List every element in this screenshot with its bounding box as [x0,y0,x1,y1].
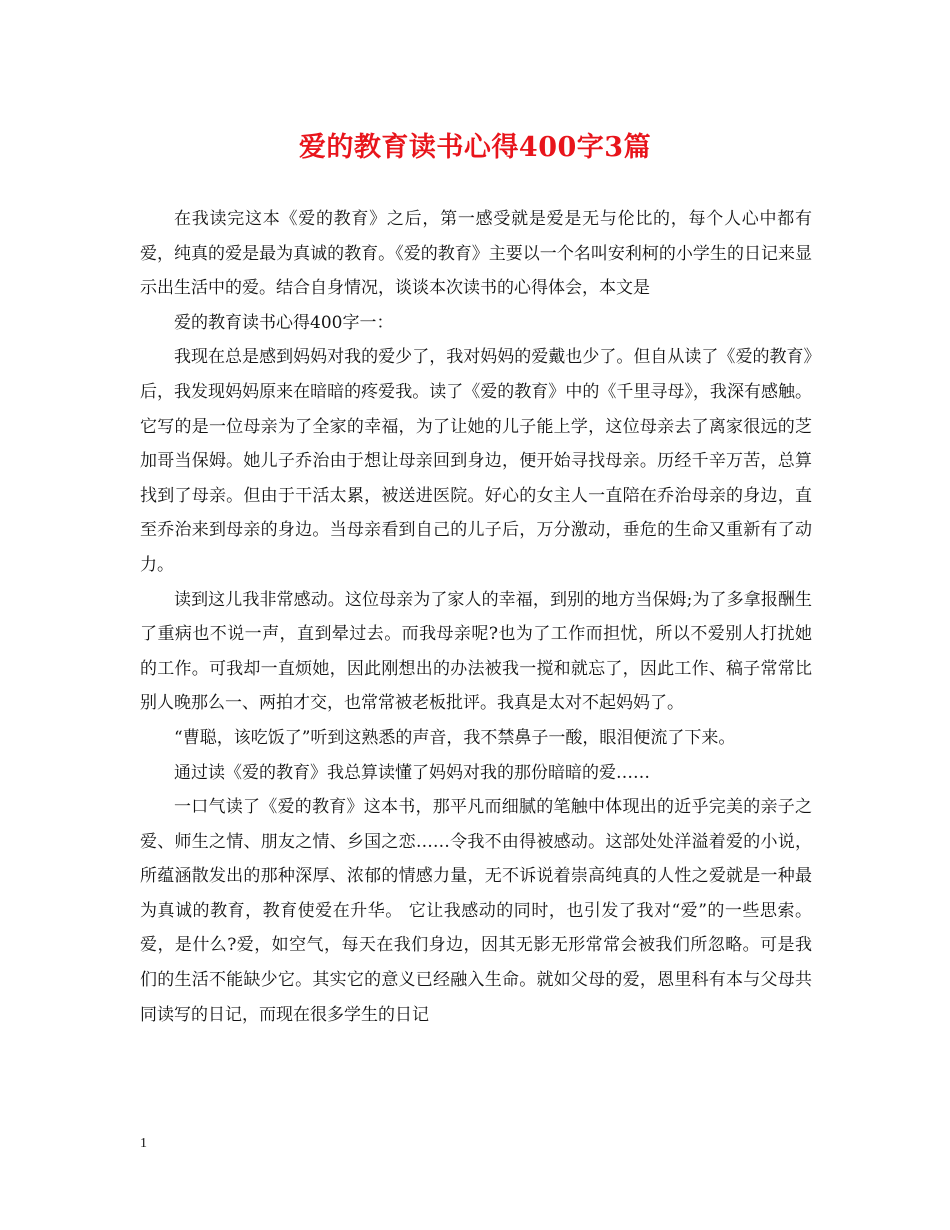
paragraph-reflection: 读到这儿我非常感动。这位母亲为了家人的幸福，到别的地方当保姆;为了多拿报酬生了重病也不说一声，直到晕过去。而我母亲呢?也为了工作而担忧，所以不爱别人打扰她的工作。可我却一直烦她，因此刚想出的办法被我一搅和就忘了，因此工作、稿子常常比别人晚那么一、两拍才交，也常常被老板批评。我真是太对不起妈妈了。 [140,589,812,714]
paragraph-conclusion: 通过读《爱的教育》我总算读懂了妈妈对我的那份暗暗的爱…… [174,762,650,783]
paragraph-story: 我现在总是感到妈妈对我的爱少了，我对妈妈的爱戴也少了。但自从读了《爱的教育》后，我发现妈妈原来在暗暗的疼爱我。读了《爱的教育》中的《千里寻母》，我深有感触。它写的是一位母亲为了全家的幸福，为了让她的儿子能上学，这位母亲去了离家很远的芝加哥当保姆。她儿子乔治由于想让母亲回到身边，便开始寻找母亲。历经千辛万苦，总算找到了母亲。但由于干活太累，被送进医院。好心的女主人一直陪在乔治母亲的身边，直至乔治来到母亲的身边。当母亲看到自己的儿子后，万分激动，垂危的生命又重新有了动力。 [140,347,812,575]
paragraph-second-essay: 一口气读了《爱的教育》这本书，那平凡而细腻的笔触中体现出的近乎完美的亲子之爱、师生之情、朋友之情、乡国之恋……令我不由得被感动。这部处处洋溢着爱的小说，所蕴涵散发出的那种深厚、浓郁的情感力量，无不诉说着崇高纯真的人性之爱就是一种最为真诚的教育，教育使爱在升华。 它让我感动的同时，也引发了我对“爱”的一些思索。爱，是什么?爱，如空气，每天在我们身边，因其无影无形常常会被我们所忽略。可是我们的生活不能缺少它。其实它的意义已经融入生命。就如父母的爱，恩里科有本与父母共同读写的日记，而现在很多学生的日记 [140,797,812,1025]
paragraph-section-heading: 爱的教育读书心得400字一： [174,312,394,333]
document-title: 爱的教育读书心得400字3篇 [298,132,652,163]
paragraph-quote: “曹聪，该吃饭了”听到这熟悉的声音，我不禁鼻子一酸，眼泪便流了下来。 [174,727,736,748]
document-body [140,202,812,1032]
paragraph-intro: 在我读完这本《爱的教育》之后，第一感受就是爱是无与伦比的，每个人心中都有爱，纯真的爱是最为真诚的教育。《爱的教育》主要以一个名叫安利柯的小学生的日记来显示出生活中的爱。结合自身情况，谈谈本次读书的心得体会，本文是 [140,209,812,299]
page-number: 1 [140,1136,147,1151]
